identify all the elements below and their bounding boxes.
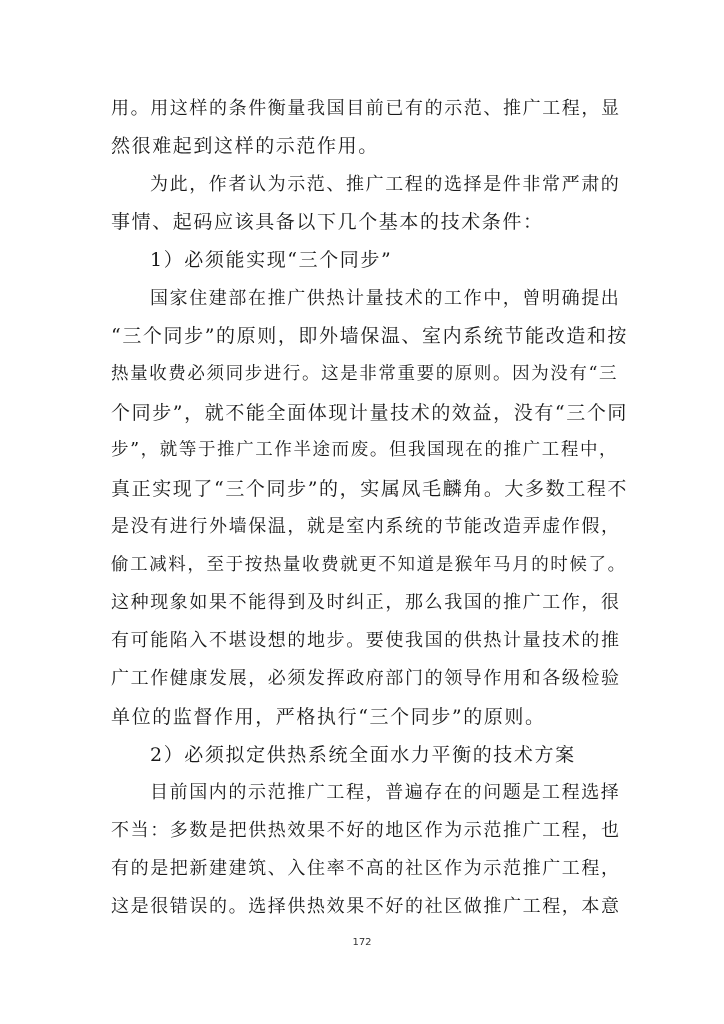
text-line: 不当：多数是把供热效果不好的地区作为示范推广工程，也 <box>111 820 621 841</box>
text-line: 单位的监督作用，严格执行“三个同步”的原则。 <box>111 706 546 728</box>
paragraph-start-line: 国家住建部在推广供热计量技术的工作中，曾明确提出 <box>150 288 621 309</box>
text-line: 广工作健康发展，必须发挥政府部门的领导作用和各级检验 <box>111 668 621 689</box>
text-line: 这种现象如果不能得到及时纠正，那么我国的推广工作，很 <box>111 592 621 613</box>
text-line: 有的是把新建建筑、入住率不高的社区作为示范推广工程， <box>111 858 621 879</box>
text-line: 真正实现了“三个同步”的，实属凤毛麟角。大多数工程不 <box>111 478 629 500</box>
text-line: 有可能陷入不堪设想的地步。要使我国的供热计量技术的推 <box>111 630 621 651</box>
text-line: 热量收费必须同步进行。这是非常重要的原则。因为没有“三 <box>111 364 619 384</box>
paragraph-start-line: 为此，作者认为示范、推广工程的选择是件非常严肃的 <box>150 174 621 195</box>
page-number: 172 <box>352 937 372 948</box>
text-line: “三个同步”的原则，即外墙保温、室内系统节能改造和按 <box>111 325 629 347</box>
paragraph-start-line: 目前国内的示范推广工程，普遍存在的问题是工程选择 <box>150 782 621 803</box>
section-heading-2: 2）必须拟定供热系统全面水力平衡的技术方案 <box>150 744 576 766</box>
text-line: 然很难起到这样的示范作用。 <box>111 135 379 157</box>
text-line: 步”，就等于推广工作半途而废。但我国现在的推广工程中， <box>111 440 619 460</box>
text-line: 事情、起码应该具备以下几个基本的技术条件： <box>111 211 544 233</box>
text-line: 是没有进行外墙保温，就是室内系统的节能改造弄虚作假， <box>111 516 621 537</box>
text-line: 这是很错误的。选择供热效果不好的社区做推广工程，本意 <box>111 896 621 917</box>
text-line: 用。用这样的条件衡量我国目前已有的示范、推广工程，显 <box>111 98 621 119</box>
section-heading-1: 1）必须能实现“三个同步” <box>150 249 393 271</box>
text-line: 偷工减料，至于按热量收费就更不知道是猴年马月的时候了。 <box>111 555 627 575</box>
text-line: 个同步”，就不能全面体现计量技术的效益，没有“三个同 <box>111 402 629 424</box>
